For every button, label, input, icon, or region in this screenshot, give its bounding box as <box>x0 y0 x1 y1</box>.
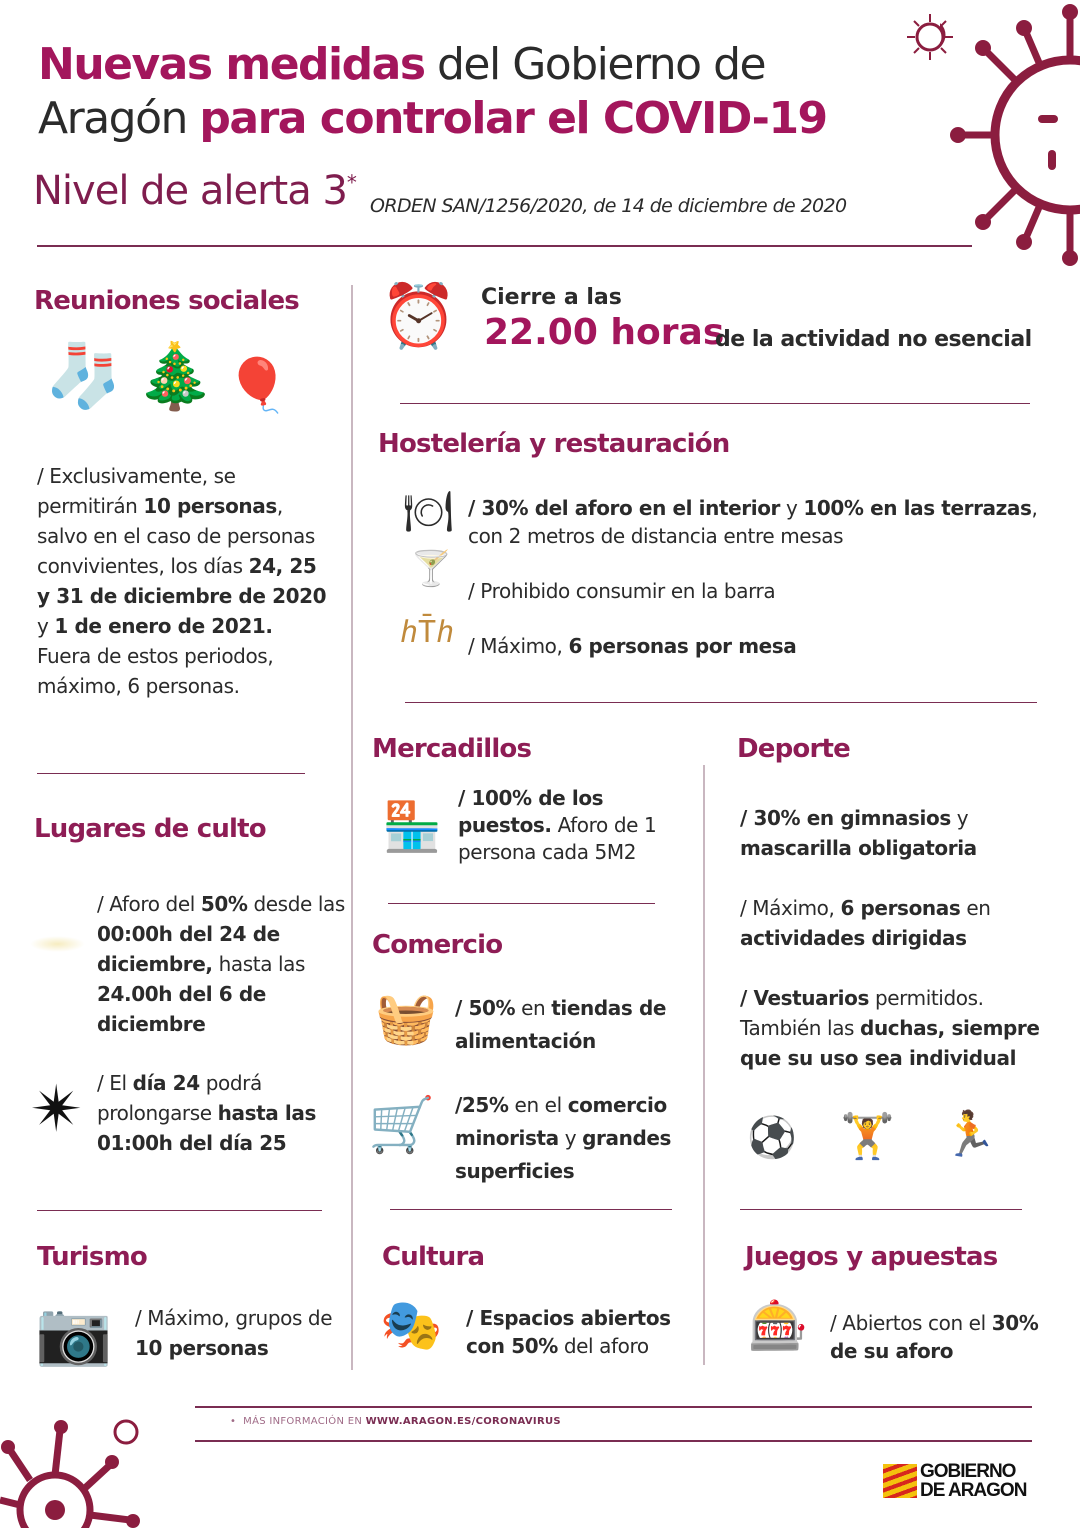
cultura-heading: Cultura <box>382 1242 485 1272</box>
turismo-heading: Turismo <box>37 1242 147 1272</box>
text-segment: / Exclusivamente, se permitirán <box>37 464 236 518</box>
text-segment: y <box>780 496 804 520</box>
cultura-text <box>466 1304 696 1360</box>
text-segment: / Vestuarios <box>740 986 869 1010</box>
text-segment: / 30% en gimnasios <box>740 806 951 830</box>
reuniones-text <box>37 461 327 701</box>
text-segment: 50% <box>200 892 248 916</box>
text-segment: 6 personas <box>840 896 961 920</box>
text-segment: del aforo <box>557 1334 649 1358</box>
logo-line-1: GOBIERNO <box>920 1461 1016 1482</box>
text-segment: tiendas de alimentación <box>455 996 667 1053</box>
text-segment: / Espacios abiertos con 50% <box>466 1306 671 1358</box>
text-segment: / El <box>97 1071 133 1095</box>
title-normal-1: del Gobierno de <box>424 39 766 90</box>
text-segment: Aforo de 1 persona cada 5M2 <box>458 813 657 864</box>
camera-icon: 📷 <box>35 1296 113 1369</box>
text-segment: mascarilla obligatoria <box>740 836 977 860</box>
virus-decoration-icon <box>940 0 1080 270</box>
text-segment: / Aforo del <box>97 892 201 916</box>
text-segment: día 24 <box>132 1071 200 1095</box>
culto-item-1 <box>97 889 347 1039</box>
text-segment: , con 2 metros de distancia entre mesas <box>468 496 1038 548</box>
footer-info: • MÁS INFORMACIÓN EN WWW.ARAGON.ES/CORONAVIRUS <box>230 1416 561 1427</box>
alert-asterisk: * <box>346 170 356 195</box>
runner-icon: 🏃 <box>942 1109 997 1160</box>
deporte-item-3 <box>740 983 1060 1073</box>
text-segment: en <box>960 896 991 920</box>
text-segment: / Máximo, <box>468 634 569 658</box>
deporte-heading: Deporte <box>737 734 850 764</box>
text-segment: 10 personas <box>143 494 277 518</box>
deporte-item-2 <box>740 893 1060 953</box>
text-segment: 00:00h del 24 de diciembre, <box>97 922 280 976</box>
cocktail-icon: 🍸 <box>410 549 453 589</box>
text-segment: , salvo en el caso de personas convivientes, los días <box>37 494 315 578</box>
text-segment: 24, 25 y 31 de diciembre de 2020 <box>37 554 327 608</box>
text-segment: duchas, siempre que su uso sea individual <box>740 1016 1040 1070</box>
title-bold-2: para controlar el COVID-19 <box>199 93 827 144</box>
order-reference: ORDEN SAN/1256/2020, de 14 de diciembre de 2020 <box>370 195 847 217</box>
divider <box>37 773 305 774</box>
divider <box>405 702 1037 703</box>
mercadillos-heading: Mercadillos <box>372 734 532 764</box>
text-segment: hasta las 01:00h del día 25 <box>97 1101 316 1155</box>
text-segment: y <box>950 806 969 830</box>
header-divider <box>37 245 972 247</box>
comercio-heading: Comercio <box>372 930 503 960</box>
text-segment: 30% de su aforo <box>830 1311 1039 1363</box>
alert-level <box>33 168 356 214</box>
title-normal-2: Aragón <box>38 93 200 144</box>
hosteleria-item-1 <box>468 494 1038 550</box>
footer-info-prefix: MÁS INFORMACIÓN EN <box>243 1416 366 1427</box>
text-segment: / 100% de los puestos. <box>458 786 604 837</box>
ornaments-icon: 🎈 <box>225 356 290 416</box>
comercio-item-2 <box>455 1089 695 1188</box>
page-title <box>38 38 827 146</box>
divider <box>388 903 655 904</box>
text-segment: permitidos. También las <box>740 986 984 1040</box>
text-segment: en el <box>508 1093 568 1117</box>
text-segment: y <box>558 1126 583 1150</box>
reuniones-heading: Reuniones sociales <box>34 286 299 316</box>
text-segment: / 30% del aforo en el interior <box>468 496 780 520</box>
theater-masks-icon: 🎭 <box>380 1296 443 1354</box>
market-stall-icon: 🏪 <box>382 799 442 855</box>
comercio-item-1 <box>455 992 695 1058</box>
text-segment: 10 personas <box>135 1336 269 1360</box>
culto-item-2 <box>97 1068 337 1158</box>
soccer-ball-icon: ⚽ <box>747 1115 797 1161</box>
text-segment: y <box>37 614 55 638</box>
text-segment: hasta las <box>212 952 306 976</box>
text-segment: / Máximo, grupos de <box>135 1306 333 1330</box>
shopping-cart-icon: 🛒 <box>368 1093 436 1156</box>
column-divider-2 <box>703 765 705 1365</box>
text-segment: /25% <box>455 1093 509 1117</box>
text-segment: comercio minorista <box>455 1093 667 1150</box>
title-bold-1: Nuevas medidas <box>38 39 425 90</box>
closing-label: Cierre a las <box>481 285 622 310</box>
text-segment: 1 de enero de 2021. <box>54 614 273 638</box>
small-virus-icon <box>905 12 955 62</box>
divider <box>37 1210 322 1211</box>
footer-info-link[interactable]: WWW.ARAGON.ES/CORONAVIRUS <box>365 1416 561 1427</box>
food-cloche-icon: 🍽 <box>403 489 454 535</box>
turismo-text <box>135 1303 335 1363</box>
hosteleria-heading: Hostelería y restauración <box>378 429 730 459</box>
closing-suffix: de la actividad no esencial <box>715 327 1032 352</box>
text-segment: grandes superficies <box>455 1126 672 1183</box>
text-segment: desde las <box>247 892 345 916</box>
poker-chips-icon: 🎰 <box>748 1298 808 1354</box>
gobierno-aragon-logo <box>920 1462 1026 1500</box>
text-segment: / Prohibido consumir en la barra <box>468 579 776 603</box>
logo-line-2: DE ARAGON <box>920 1480 1027 1501</box>
weightlifter-icon: 🏋 <box>840 1111 895 1162</box>
column-divider <box>351 285 353 1370</box>
stocking-icon: 🧦 <box>45 339 123 412</box>
alert-level-text: Nivel de alerta 3 <box>33 168 347 214</box>
footer-divider-top <box>195 1406 1032 1408</box>
text-segment: / Abiertos con el <box>830 1311 992 1335</box>
text-segment: en <box>515 996 552 1020</box>
divider <box>400 403 1030 404</box>
footer-divider-bottom <box>195 1440 1032 1442</box>
text-segment: podrá prolongarse <box>97 1071 262 1125</box>
deporte-item-1 <box>740 803 1060 863</box>
text-segment: 24.00h del 6 de diciembre <box>97 982 266 1036</box>
text-segment: 100% en las terrazas <box>803 496 1032 520</box>
text-segment: actividades dirigidas <box>740 926 967 950</box>
christmas-tree-icon: 🎄 <box>135 340 215 414</box>
text-segment: / Máximo, <box>740 896 841 920</box>
culto-heading: Lugares de culto <box>34 814 266 844</box>
juegos-heading: Juegos y apuestas <box>745 1242 998 1272</box>
virus-decoration-bottom-icon <box>0 1410 150 1528</box>
mercadillos-text <box>458 785 678 866</box>
alarm-clock-icon: ⏰ <box>380 279 458 352</box>
juegos-text <box>830 1309 1050 1365</box>
aragon-flag-icon <box>883 1464 917 1498</box>
text-segment: 6 personas por mesa <box>568 634 797 658</box>
hosteleria-item-2 <box>468 576 775 606</box>
closing-time: 22.00 horas <box>484 312 725 353</box>
hosteleria-item-3 <box>468 631 796 661</box>
table-chairs-icon: ℎT̄ℎ <box>400 615 455 650</box>
glow-star-icon <box>30 936 85 952</box>
text-segment: Fuera de estos periodos, máximo, 6 personas. <box>37 644 274 698</box>
sparkle-star-icon: ✴ <box>30 1073 84 1147</box>
text-segment: / 50% <box>455 996 516 1020</box>
grocery-basket-icon: 🧺 <box>375 989 438 1047</box>
divider <box>390 1209 672 1210</box>
divider <box>740 1209 1022 1210</box>
